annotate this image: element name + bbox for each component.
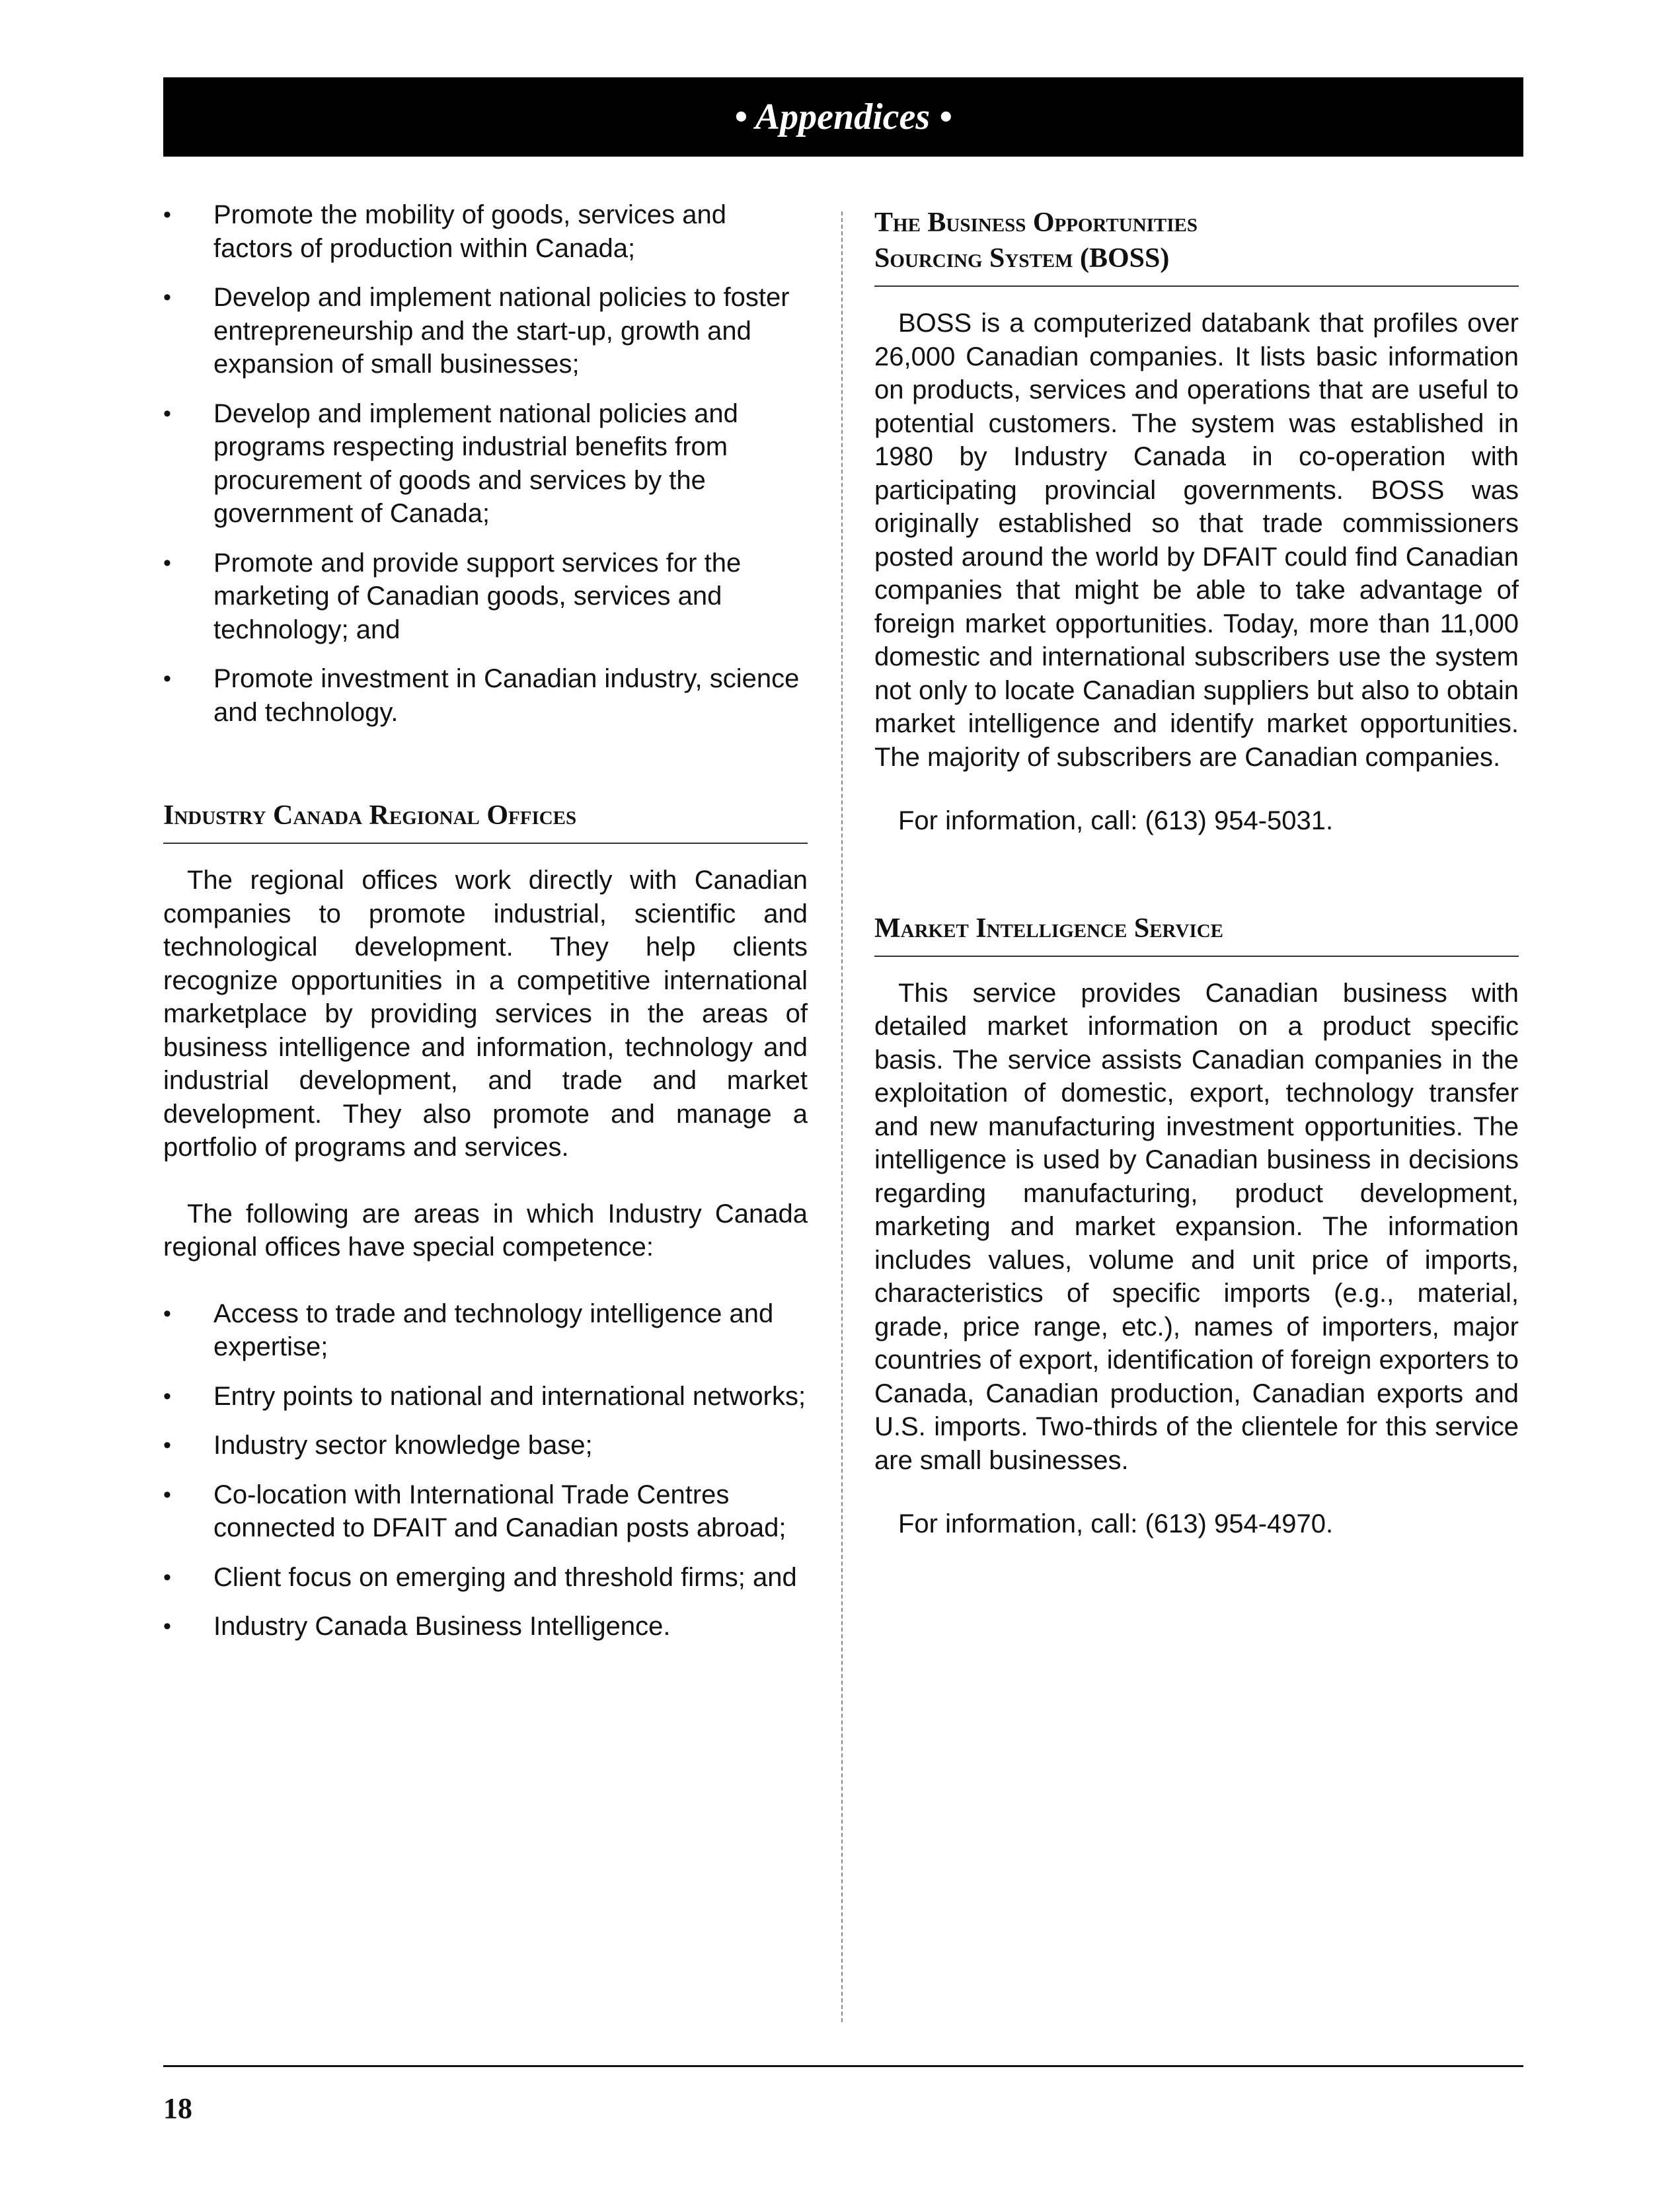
section-heading-text: Market Intelligence Service — [874, 913, 1223, 944]
section-heading-line: Sourcing System (BOSS) — [874, 243, 1170, 274]
section-paragraph: BOSS is a computerized databank that profiles over 26,000 Canadian companies. It lists basic information on products, services and operations that are useful to potential customers. The system was established in 1980 by Industry Canada in co-operation with participating provincial governments. BOSS was originally established so that trade commissioners posted around the world by DFAIT could find Canadian companies that might be able to take advantage of foreign market opportunities. Today, more than 11,000 domestic and international subscribers use the system not only to locate Canadian suppliers but also to obtain market intelligence and identify market opportunities. The majority of subscribers are Canadian companies. — [874, 309, 1519, 772]
competence-list — [163, 1297, 808, 1644]
footer-rule — [163, 2065, 1523, 2067]
list-item: • Industry Canada Business Intelligence. — [163, 1610, 808, 1644]
list-item: • Promote and provide support services for the marketing of Canadian goods, services and technology; and — [163, 547, 808, 647]
section-paragraph: The regional offices work directly with Canadian companies to promote industrial, scientific and technological development. They help clients recognize opportunities in a competitive international marketplace by providing services in the areas of business intelligence and information, technology and industrial development, and trade and market development. They also promote and manage a portfolio of programs and services. — [163, 866, 808, 1162]
list-item: • Co-location with International Trade Centres connected to DFAIT and Canadian posts abroad; — [163, 1478, 808, 1545]
section-heading-text: Industry Canada Regional Offices — [163, 800, 577, 831]
section-heading — [163, 798, 808, 844]
list-item: • Entry points to national and international networks; — [163, 1380, 808, 1414]
section-heading-line: The Business Opportunities — [874, 208, 1198, 238]
contact-info: For information, call: (613) 954-5031. — [898, 806, 1334, 835]
column-divider — [841, 211, 843, 2022]
section-heading — [874, 911, 1519, 957]
list-item: • Industry sector knowledge base; — [163, 1429, 808, 1462]
section-banner — [163, 77, 1523, 157]
list-item: • Access to trade and technology intelligence and expertise; — [163, 1297, 808, 1364]
left-column — [163, 198, 808, 1659]
list-item: • Develop and implement national policies to foster entrepreneurship and the start-up, growth and expansion of small businesses; — [163, 281, 808, 381]
list-item: • Promote investment in Canadian industry, science and technology. — [163, 662, 808, 729]
page-number: 18 — [163, 2092, 192, 2125]
section-paragraph: This service provides Canadian business with detailed market information on a product specific basis. The service assists Canadian companies in the exploitation of domestic, export, technology transfer and new manufacturing investment opportunities. The intelligence is used by Canadian business in decisions regarding manufacturing, product development, marketing and market expansion. The information includes values, volume and unit price of imports, characteristics of specific imports (e.g., material, grade, price range, etc.), names of importers, major countries of export, identification of foreign exporters to Canada, Canadian production, Canadian exports and U.S. imports. Two-thirds of the clientele for this service are small businesses. — [874, 978, 1519, 1475]
mandate-list — [163, 198, 808, 729]
section-paragraph: The following are areas in which Industry Canada regional offices have special competence: — [163, 1199, 808, 1262]
list-item: • Develop and implement national policies and programs respecting industrial benefits from procurement of goods and services by the government of Canada; — [163, 397, 808, 531]
right-column — [874, 205, 1519, 1541]
banner-title: • Appendices • — [734, 96, 952, 137]
section-heading — [874, 205, 1519, 287]
list-item: • Client focus on emerging and threshold firms; and — [163, 1561, 808, 1595]
contact-info: For information, call: (613) 954-4970. — [898, 1509, 1334, 1538]
list-item: • Promote the mobility of goods, services and factors of production within Canada; — [163, 198, 808, 265]
